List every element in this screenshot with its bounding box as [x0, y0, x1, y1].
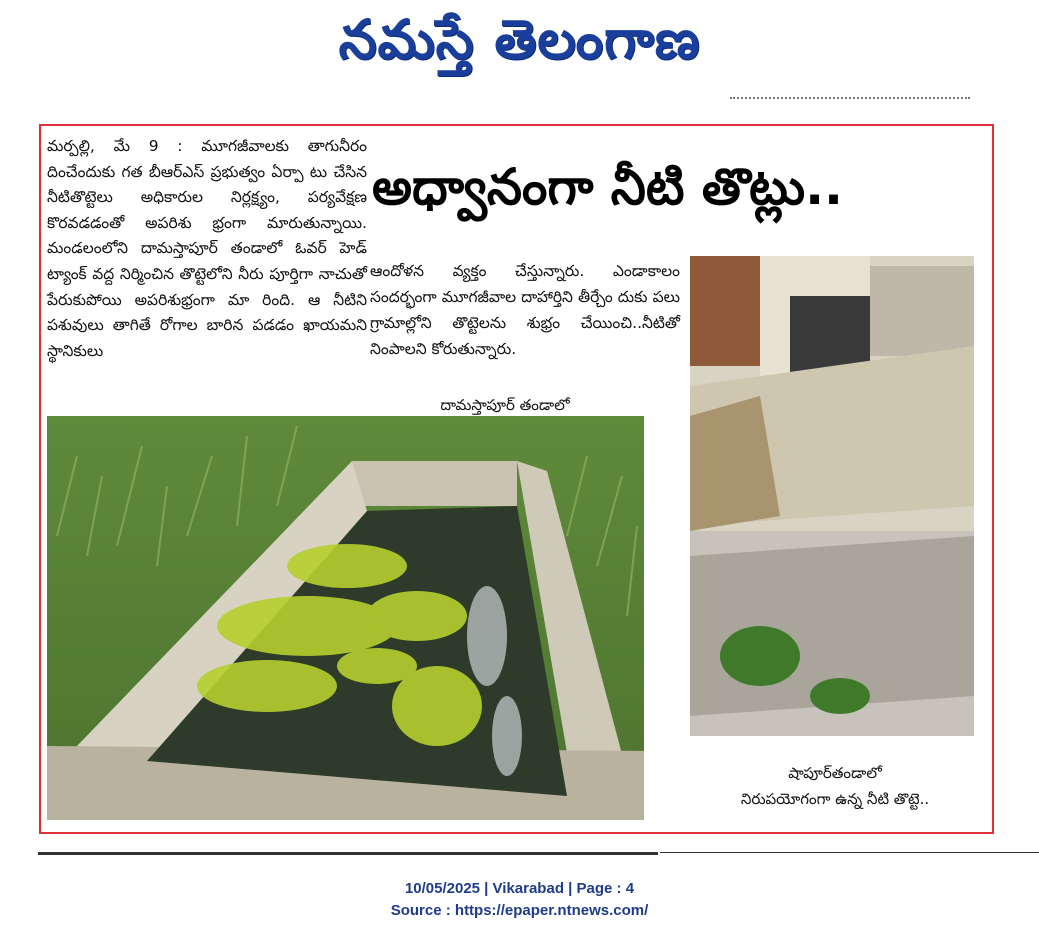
- caption-2-line-2: నిరుపయోగంగా ఉన్న నీటి తొట్టె..: [740, 790, 930, 808]
- article-column-2: [370, 258, 680, 362]
- caption-2-line-1: షాపూర్‌తండాలో: [788, 764, 882, 782]
- article-body-1: మర్పల్లి, మే 9 : మూగజీవాలకు తాగునీరం దించేందుకు గత బీఆర్ఎస్ ప్రభుత్వం ఏర్పా టు చేసిన నీటితొట్టెలు అధికారుల నిర్లక్ష్యం, పర్యవేక్షణ కొరవడడంతో అపరిశు భ్రంగా మారుతున్నాయి. మండలంలోని దామస్తాపూర్ తండాలో ఓవర్ హెడ్ ట్యాంక్ వద్ద నిర్మించిన తొట్టెలోని నీరు పూర్తిగా నాచుతో పేరుకుపోయి అపరిశుభ్రంగా మా రింది. ఆ నీటిని పశువులు తాగితే రోగాల బారిన పడడం ఖాయమని స్థానికులు: [47, 137, 367, 360]
- divider: [38, 852, 658, 855]
- photo-caption-2: [700, 760, 970, 812]
- article-column-1: [47, 134, 367, 364]
- photo-dry-trough: [690, 256, 974, 736]
- caption-1-line-1: దామస్తాపూర్ తండాలో: [440, 396, 570, 414]
- divider: [730, 97, 970, 105]
- newspaper-masthead: నమస్తే తెలంగాణ: [338, 8, 701, 71]
- divider: [660, 852, 1039, 853]
- photo-moss-trough: [47, 416, 644, 820]
- article-headline: అధ్వానంగా నీటి తొట్లు..: [372, 158, 844, 216]
- footer-source: Source : https://epaper.ntnews.com/: [390, 902, 649, 919]
- footer-date-page: 10/05/2025 | Vikarabad | Page : 4: [404, 880, 635, 897]
- article-body-2: ఆందోళన వ్యక్తం చేస్తున్నారు. ఎండాకాలం సందర్భంగా మూగజీవాల దాహార్తిని తీర్చేం దుకు పలు గ్రామాల్లోని తొట్టెలను శుభ్రం చేయించి..నీటితో నింపాలని కోరుతున్నారు.: [370, 262, 680, 358]
